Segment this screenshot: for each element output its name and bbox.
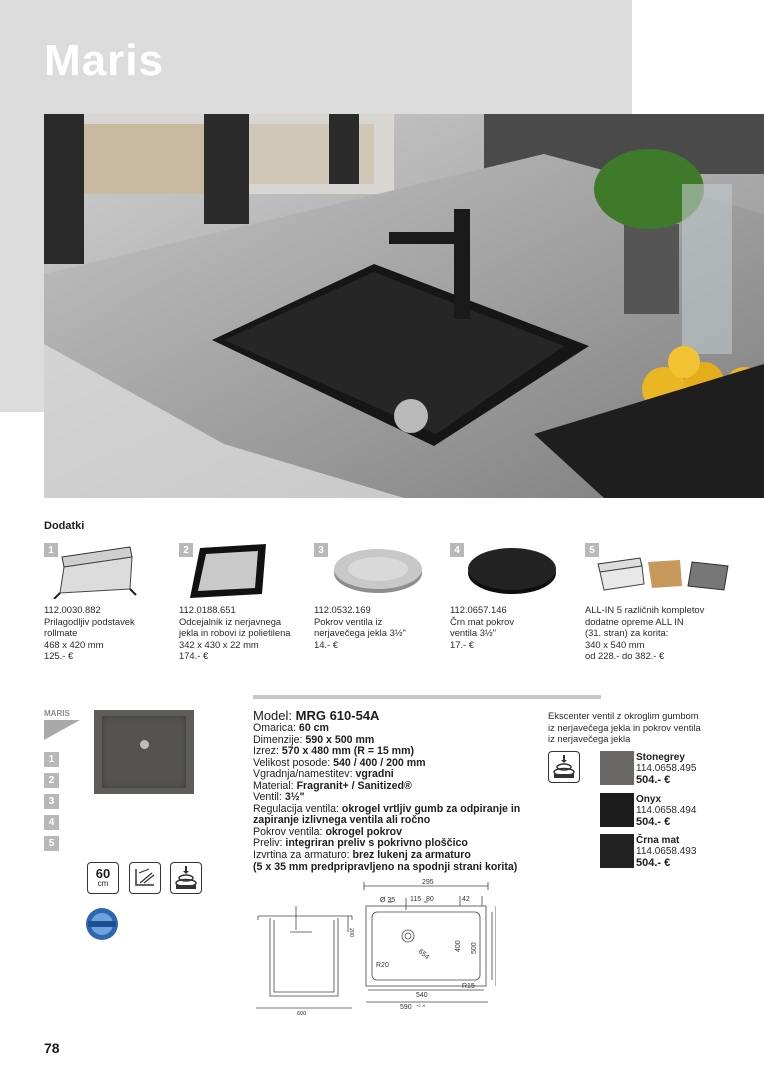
spec-list (253, 709, 553, 873)
color-info: Stonegrey 114.0658.495 504.- € (636, 752, 697, 786)
dim-115: 115 (410, 896, 422, 903)
accessory-item-3[interactable] (314, 543, 328, 557)
color-info: Črna mat 114.0658.493 504.- € (636, 835, 697, 869)
compat-number: 5 (44, 836, 59, 851)
color-swatch (600, 834, 634, 868)
color-swatch (600, 793, 634, 827)
accessory-number: 1 (44, 543, 58, 557)
spec-row: Ventil: 3½" (253, 791, 305, 804)
compat-number: 1 (44, 752, 59, 767)
undermount-install-icon (129, 862, 161, 894)
dim-600: 600 (297, 1011, 307, 1016)
accessory-text-3: 112.0532.169 Pokrov ventila iz nerjavečega jekla 3½" 14.- € (314, 604, 406, 650)
valve-knob-icon (548, 751, 580, 783)
dim-590: 590 (400, 1004, 412, 1011)
accessory-number: 4 (450, 543, 464, 557)
spec-row: Omarica: 60 cm (253, 722, 329, 734)
color-swatch (600, 751, 634, 785)
dim-200: 200 (348, 928, 354, 938)
product-photo (44, 114, 764, 498)
spec-row: Velikost posode: 540 / 400 / 200 mm (253, 756, 426, 769)
dim-500: 500 (471, 942, 478, 954)
sink-thumbnail (94, 710, 194, 794)
dim-400: 400 (455, 940, 462, 952)
color-option-stonegrey[interactable] (600, 751, 634, 785)
spec-row: Izvrtina za armaturo: brez lukenj za armaturo (253, 849, 471, 862)
dim-r20: R20 (376, 962, 389, 969)
color-option-crna-mat[interactable] (600, 834, 634, 868)
accessory-text-4: 112.0657.146 Črn mat pokrov ventila 3½" 17.- € (450, 604, 515, 650)
spec-row: zapiranje izlivnega ventila ali ročno (253, 814, 431, 827)
spec-row: (5 x 35 mm predpripravljeno na spodnji strani korita) (253, 860, 518, 873)
accessory-text-2: 112.0188.651 Odcejalnik iz nerjavnega jekla in robovi iz polietilena 342 x 430 x 22 mm 174.- € (179, 604, 291, 662)
model-line: Model: MRG 610-54A (253, 708, 380, 723)
kitchen-sink-photo (44, 114, 764, 498)
black-valve-cover-icon (462, 545, 562, 597)
spec-row: Izrez: 570 x 480 mm (R = 15 mm) (253, 745, 415, 758)
spec-top-rule (253, 695, 601, 699)
color-option-onyx[interactable] (600, 793, 634, 827)
accessory-number: 2 (179, 543, 193, 557)
spec-row: Preliv: integriran preliv s pokrivno ploščico (253, 837, 468, 850)
valve-knob-icon (170, 862, 202, 894)
steel-valve-cover-icon (328, 546, 428, 596)
side-view (256, 906, 352, 1008)
accessories-heading: Dodatki (44, 520, 85, 532)
dim-540: 540 (416, 992, 428, 999)
drainer-tray-icon (186, 542, 272, 602)
dim-80: 80 (426, 896, 434, 903)
accessory-text-1: 112.0030.882 Prilagodljiv podstavek rollmate 468 x 420 mm 125.- € (44, 604, 135, 662)
page-number: 78 (44, 1040, 60, 1056)
color-info: Onyx 114.0658.494 504.- € (636, 794, 697, 828)
dim-654: 654 (416, 948, 431, 962)
compat-number: 3 (44, 794, 59, 809)
sanitized-badge-icon (84, 906, 120, 942)
spec-row: Dimenzije: 590 x 500 mm (253, 733, 375, 746)
dim-r15: R15 (462, 983, 475, 990)
dim-tolerance: +2 -0 (416, 1003, 426, 1008)
accessory-number: 5 (585, 543, 599, 557)
spec-row: Material: Fragranit+ / Sanitized® (253, 779, 412, 792)
cabinet-60cm-icon: 60 cm (87, 862, 119, 894)
series-tag: MARIS (44, 709, 70, 718)
valve-description: Ekscenter ventil z okroglim gumbom iz nerjavečega jekla in pokrov ventila iz nerjavečega jekla (548, 710, 701, 745)
accessory-item-5[interactable] (585, 543, 599, 557)
accessory-number: 3 (314, 543, 328, 557)
all-in-set-icon (596, 556, 736, 596)
page-title: Maris (44, 36, 164, 85)
spec-row: Pokrov ventila: okrogel pokrov (253, 825, 402, 838)
series-triangle (44, 720, 80, 740)
roll-mat-icon (50, 543, 140, 599)
accessory-text-5: ALL-IN 5 različnih kompletov dodatne opreme ALL IN (31. stran) za korita: 340 x 540 mm od 228.- do 382.- € (585, 604, 705, 662)
dim-295: 295 (422, 879, 434, 886)
spec-row: Regulacija ventila: okrogel vrtljiv gumb za odpiranje in (253, 802, 521, 815)
compat-number: 2 (44, 773, 59, 788)
dim-42: 42 (462, 896, 470, 903)
dim-35: Ø 35 (380, 897, 396, 904)
spec-row: Vgradnja/namestitev: vgradni (253, 768, 394, 781)
compat-number: 4 (44, 815, 59, 830)
technical-drawing (256, 876, 496, 1016)
